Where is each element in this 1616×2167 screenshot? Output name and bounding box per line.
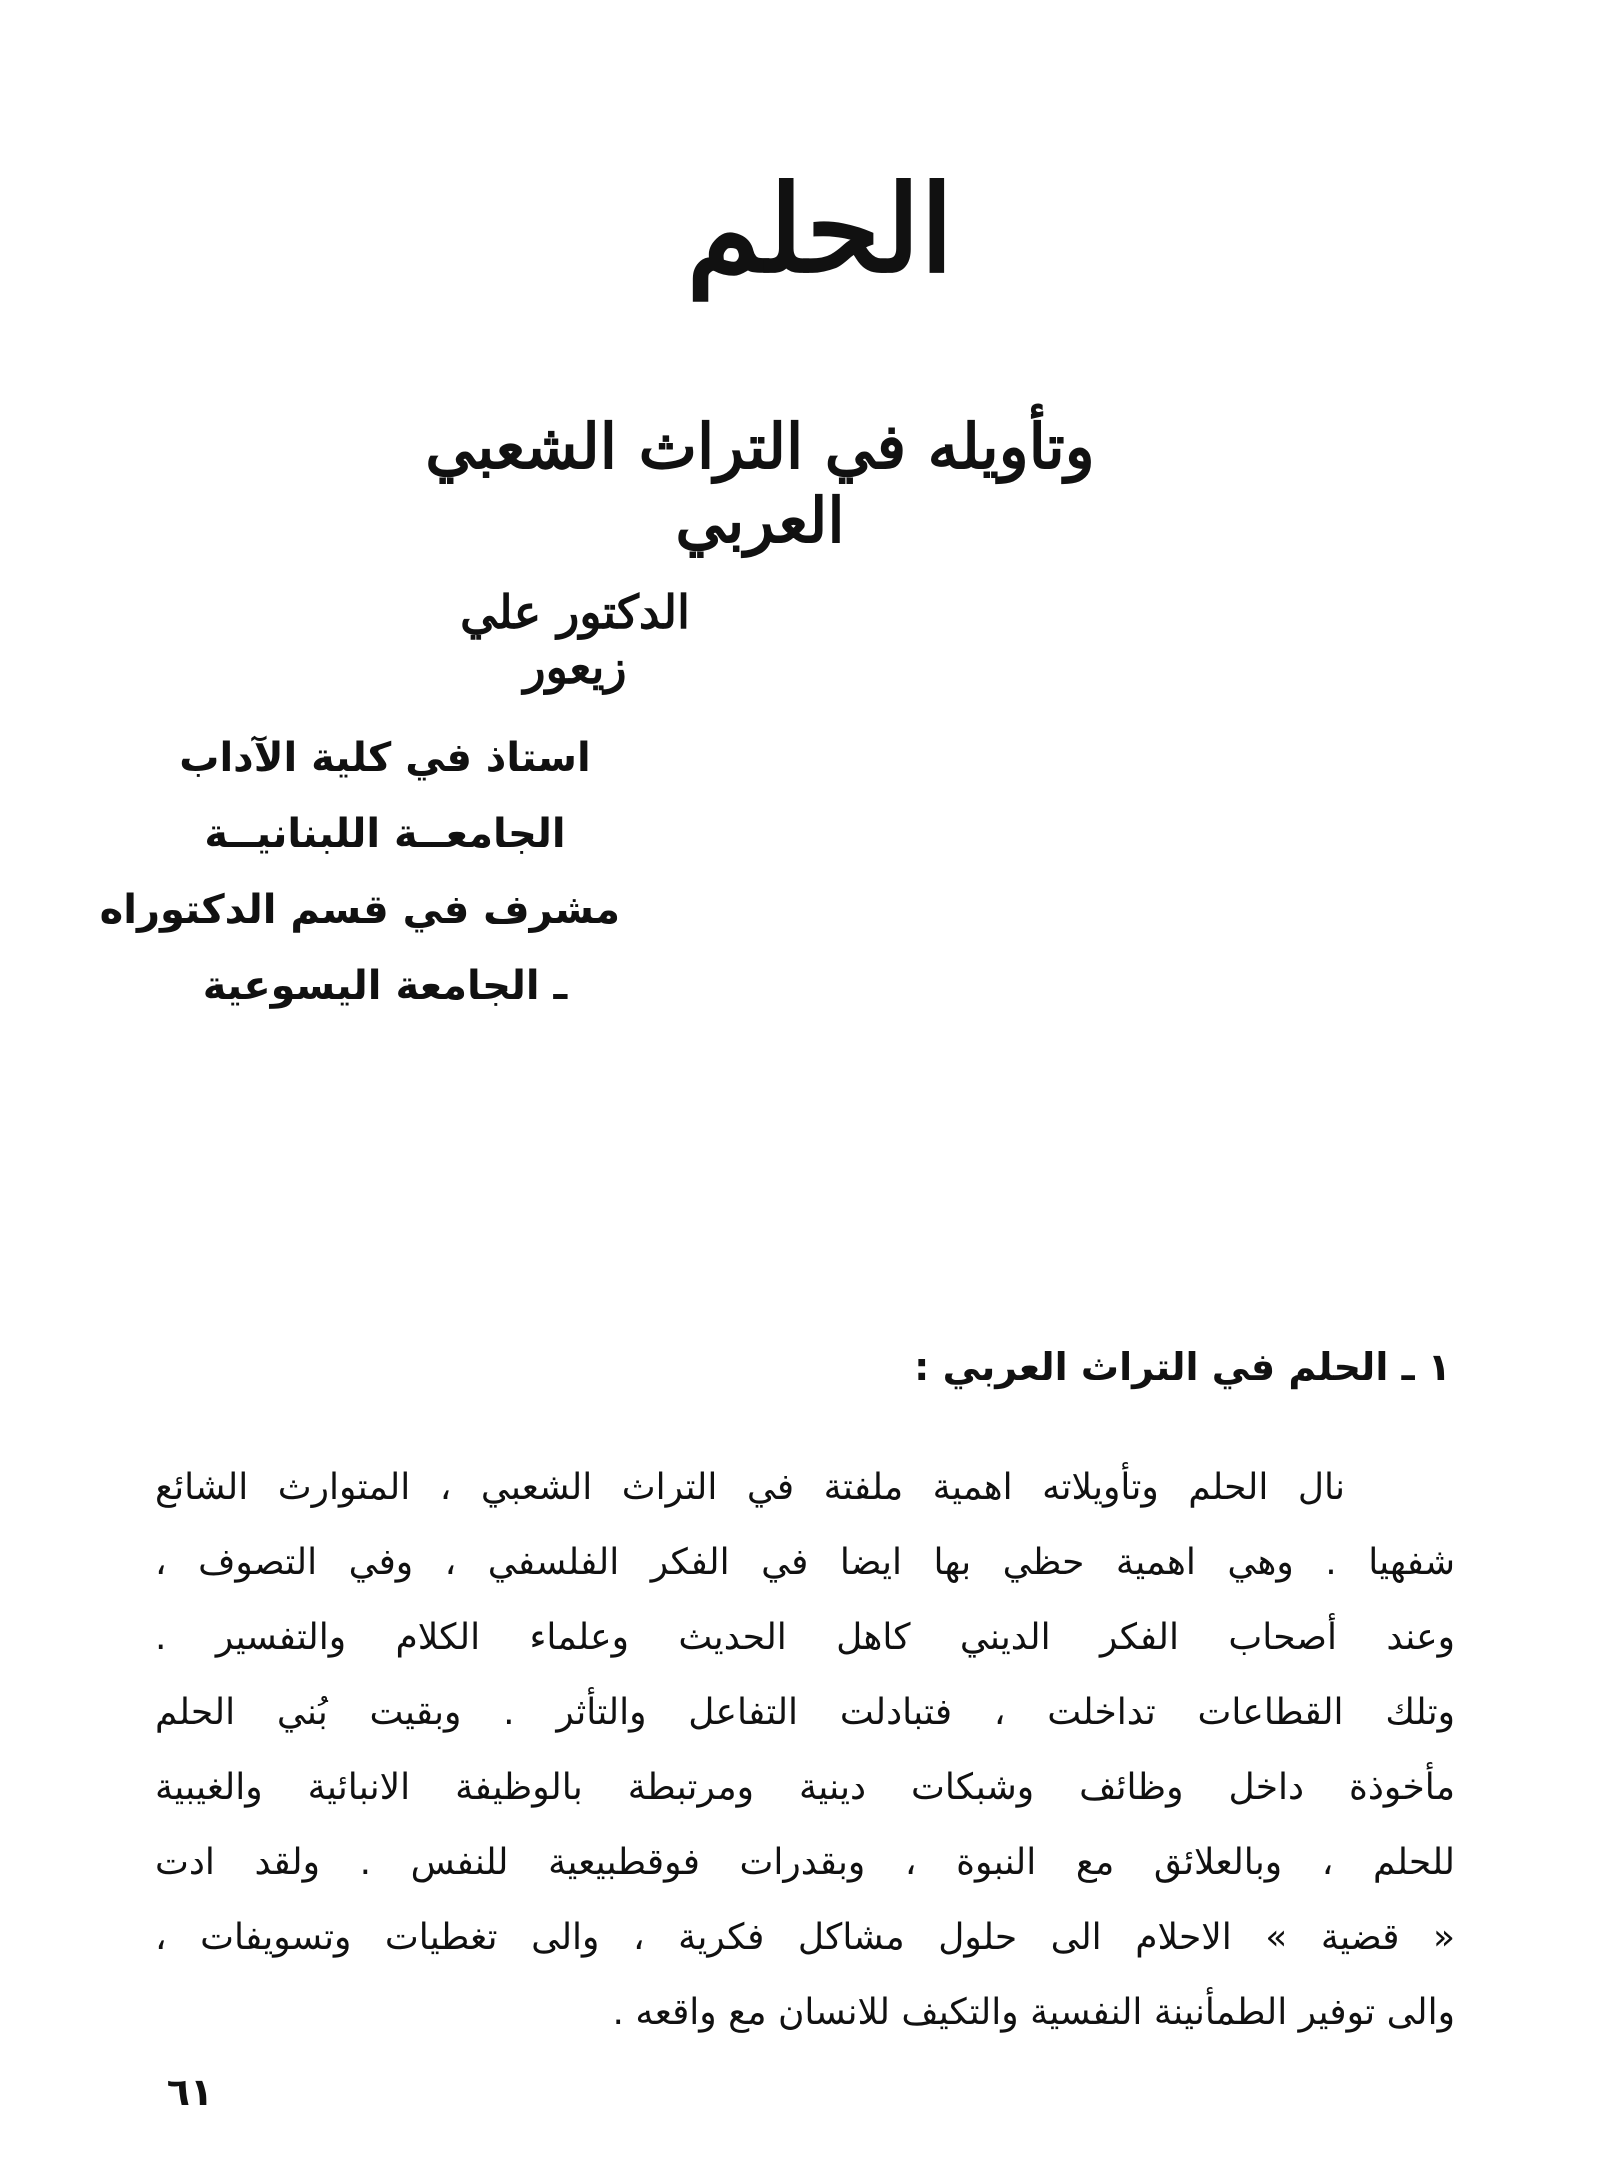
paragraph-line: « قضية » الاحلام الى حلول مشاكل فكرية ، والى تغطيات وتسويفات ، bbox=[155, 1917, 1455, 1958]
paragraph-line: وعند أصحاب الفكر الديني كاهل الحديث وعلماء الكلام والتفسير . bbox=[155, 1617, 1455, 1658]
paragraph-line: وتلك القطاعات تداخلت ، فتبادلت التفاعل والتأثر . وبقيت بُني الحلم bbox=[155, 1692, 1455, 1733]
section-heading: ١ ـ الحلم في التراث العربي : bbox=[914, 1345, 1451, 1389]
chapter-subtitle: وتأويله في التراث الشعبي العربي bbox=[425, 410, 1095, 558]
affiliation-line: استاذ في كلية الآداب bbox=[179, 735, 591, 781]
affiliation-line: مشرف في قسم الدكتوراه bbox=[99, 887, 620, 933]
paragraph-line: نال الحلم وتأويلاته اهمية ملفتة في التراث الشعبي ، المتوارث الشائع bbox=[155, 1467, 1345, 1508]
paragraph-line: شفهيا . وهي اهمية حظي بها ايضا في الفكر الفلسفي ، وفي التصوف ، bbox=[155, 1542, 1455, 1583]
affiliation-line: الجامعــة اللبنانيــة bbox=[204, 811, 566, 857]
author-affiliation bbox=[99, 720, 620, 1024]
chapter-title: الحلم bbox=[686, 159, 954, 300]
paragraph-line: والى توفير الطمأنينة النفسية والتكيف للانسان مع واقعه . bbox=[612, 1992, 1455, 2033]
paragraph-line: مأخوذة داخل وظائف وشبكات دينية ومرتبطة بالوظيفة الانبائية والغيبية bbox=[155, 1767, 1455, 1808]
paragraph-line: للحلم ، وبالعلائق مع النبوة ، وبقدرات فوقطبيعية للنفس . ولقد ادت bbox=[155, 1842, 1455, 1883]
author-name: الدكتور علي زيعور bbox=[460, 585, 690, 695]
page-number: ٦١ bbox=[166, 2070, 214, 2114]
body-paragraph bbox=[155, 1450, 1455, 2050]
affiliation-line: ـ الجامعة اليسوعية bbox=[202, 963, 568, 1009]
